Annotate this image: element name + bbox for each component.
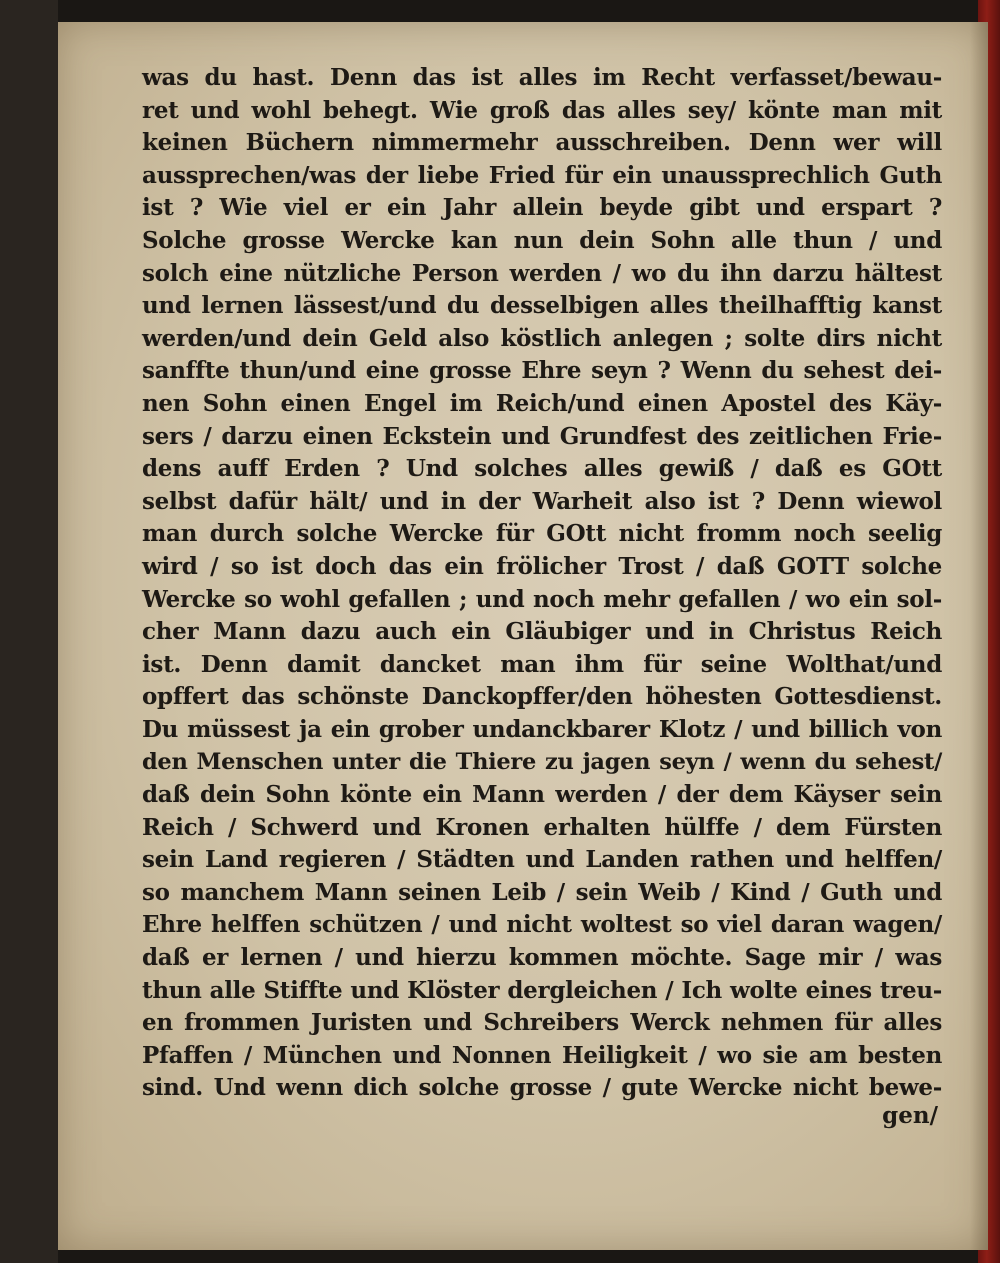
text-line: dens auff Erden ? Und solches alles gewiß / daß es GOtt bbox=[142, 455, 942, 483]
text-line: en frommen Juristen und Schreibers Werck nehmen für alles bbox=[142, 1009, 942, 1037]
text-line: ret und wohl behegt. Wie groß das alles sey/ könte man mit bbox=[142, 96, 942, 124]
text-line: keinen Büchern nimmermehr ausschreiben. Denn wer will bbox=[142, 129, 942, 157]
text-line: Ehre helffen schützen / und nicht woltest so viel daran wagen/ bbox=[142, 911, 942, 939]
text-line: ist ? Wie viel er ein Jahr allein beyde gibt und erspart ? bbox=[142, 194, 942, 222]
text-line: sanffte thun/und eine grosse Ehre seyn ? Wenn du sehest dei- bbox=[142, 357, 942, 385]
text-line: Du müssest ja ein grober undanckbarer Klotz / und billich von bbox=[142, 715, 942, 743]
text-line: den Menschen unter die Thiere zu jagen seyn / wenn du sehest/ bbox=[142, 749, 942, 776]
text-line: Reich / Schwerd und Kronen erhalten hülffe / dem Fürsten bbox=[142, 813, 942, 841]
text-line: thun alle Stiffte und Klöster dergleichen / Ich wolte eines treu- bbox=[142, 976, 942, 1004]
text-line: sers / darzu einen Eckstein und Grundfest des zeitlichen Frie- bbox=[142, 422, 942, 450]
text-line: sind. Und wenn dich solche grosse / gute Wercke nicht bewe- bbox=[142, 1074, 942, 1102]
catchword: gen/ bbox=[882, 1102, 938, 1129]
text-line: wird / so ist doch das ein frölicher Trost / daß GOTT solche bbox=[142, 552, 942, 580]
text-line: Wercke so wohl gefallen ; und noch mehr gefallen / wo ein sol- bbox=[142, 585, 942, 613]
text-line: man durch solche Wercke für GOtt nicht fromm noch seelig bbox=[142, 520, 942, 548]
text-line: Solche grosse Wercke kan nun dein Sohn alle thun / und bbox=[142, 226, 942, 254]
text-line: selbst dafür hält/ und in der Warheit also ist ? Denn wiewol bbox=[142, 487, 942, 515]
page-gutter-shadow bbox=[970, 22, 988, 1250]
text-line: was du hast. Denn das ist alles im Recht verfasset/bewau- bbox=[142, 64, 942, 91]
text-line: sein Land regieren / Städten und Landen rathen und helffen/ bbox=[142, 846, 942, 874]
text-line: cher Mann dazu auch ein Gläubiger und in Christus Reich bbox=[142, 618, 942, 646]
text-line: solch eine nützliche Person werden / wo du ihn darzu hältest bbox=[142, 259, 942, 287]
text-line: daß dein Sohn könte ein Mann werden / der dem Käyser sein bbox=[142, 781, 942, 809]
text-line: nen Sohn einen Engel im Reich/und einen Apostel des Käy- bbox=[142, 389, 942, 417]
text-line: werden/und dein Geld also köstlich anlegen ; solte dirs nicht bbox=[142, 324, 942, 352]
text-line: opffert das schönste Danckopffer/den höhesten Gottesdienst. bbox=[142, 683, 942, 711]
text-line: Pfaffen / München und Nonnen Heiligkeit / wo sie am besten bbox=[142, 1041, 942, 1069]
text-line: ist. Denn damit dancket man ihm für seine Wolthat/und bbox=[142, 650, 942, 678]
scan-background-left bbox=[0, 0, 58, 1263]
text-line: und lernen lässest/und du desselbigen alles theilhafftig kanst bbox=[142, 292, 942, 320]
body-text bbox=[142, 62, 942, 1105]
text-line: so manchem Mann seinen Leib / sein Weib / Kind / Guth und bbox=[142, 878, 942, 906]
text-line: aussprechen/was der liebe Fried für ein unaussprechlich Guth bbox=[142, 161, 942, 189]
text-line: daß er lernen / und hierzu kommen möchte. Sage mir / was bbox=[142, 944, 942, 972]
